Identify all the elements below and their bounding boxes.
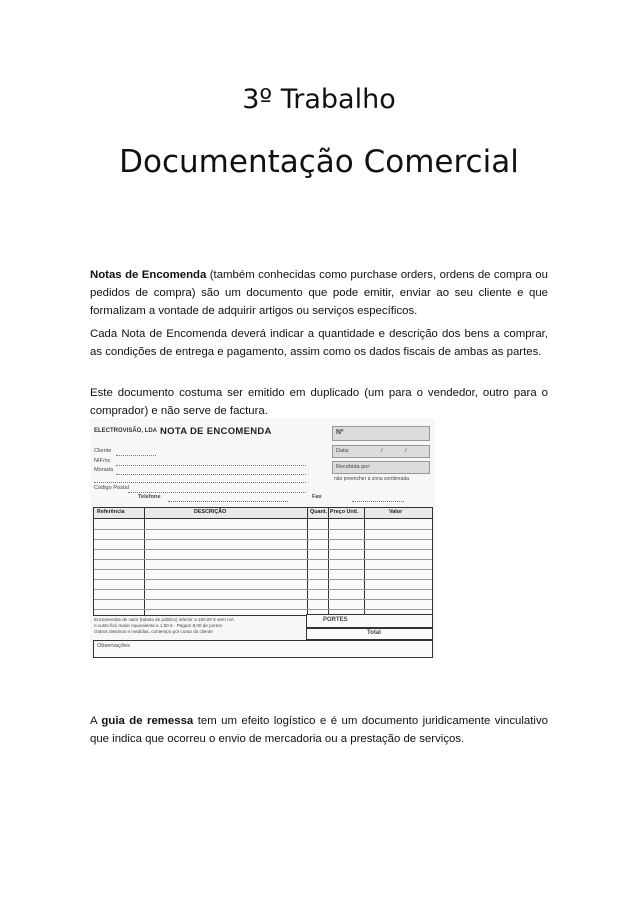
form-total-label: Total [367,630,381,636]
form-field-telefone: Telefone [138,494,161,500]
form-company-name: ELECTROVISÃO, LDA [94,428,158,434]
form-field-codigo-postal: Código Postal [94,485,129,491]
paragraph-guia-de-remessa [90,712,548,748]
form-number-box [332,426,430,441]
document-title: 3º Trabalho [242,84,396,115]
form-footer-note: o custo fixo maior equivalente a 1,50 € · Pagam 8,00 de portes [94,623,222,628]
form-portes-box [306,614,433,628]
form-date-label: Data: [336,448,350,454]
nota-de-encomenda-form-image [90,418,435,658]
paragraph-conteudo: Cada Nota de Encomenda deverá indicar a quantidade e descrição dos bens a comprar, as condições de entrega e pagamento, assim como os dados fiscais de ambas as partes. [90,328,548,358]
form-field-fax: Fax [312,494,322,500]
form-title: NOTA DE ENCOMENDA [160,426,272,437]
document-subtitle: Documentação Comercial [119,144,519,180]
col-preco: Preço Unit. [330,509,359,515]
paragraph-text: tem um efeito logístico e é um documento juridicamente vinculativo que indica que ocorreu o envio de mercadoria ou a prestação de serviços. [90,715,548,745]
form-number-label: Nº [336,429,344,436]
paragraph-duplicado: Este documento costuma ser emitido em duplicado (um para o vendedor, outro para o comprador) e não serve de factura. [90,387,548,417]
form-date-sep: / [381,448,383,454]
col-referencia: Referência [97,509,125,515]
paragraph-text: A [90,715,102,727]
term-notas-de-encomenda: Notas de Encomenda [90,269,207,281]
form-field-cliente: Cliente [94,448,112,454]
form-observacoes-label: Observações [97,643,130,649]
form-date-box [332,445,430,458]
paragraph-notas-de-encomenda [90,266,548,320]
paragraph-text: (também conhecidas como purchase orders, ordens de compra ou pedidos de compra) são um documento que pode emitir, enviar ao seu cliente e que formalizam a vontade de adquirir artigos ou serviços específicos. [90,269,548,317]
form-footer-note: Outros destinos e medidas, contempo por conta do cliente [94,629,213,634]
form-note: não preencher a zona sombreada [334,476,410,482]
form-items-table [93,507,433,616]
term-guia-de-remessa: guia de remessa [101,715,194,727]
col-quant: Quant. [310,509,328,515]
col-descricao: DESCRIÇÃO [194,509,227,515]
form-footer-note: Encomendas de valor (tabela de público) inferior a 150,00 € sem IVA [94,617,235,622]
form-portes-label: PORTES [323,617,348,623]
form-recebida-box [332,461,430,474]
form-observacoes-box [93,640,433,658]
form-field-morada: Morada [94,467,113,473]
form-recebida-label: Recebida por: [336,464,371,470]
form-total-box [306,628,433,640]
form-field-nif: NIF/nc [94,458,111,464]
form-date-sep: / [405,448,407,454]
col-valor: Valor [389,509,403,515]
